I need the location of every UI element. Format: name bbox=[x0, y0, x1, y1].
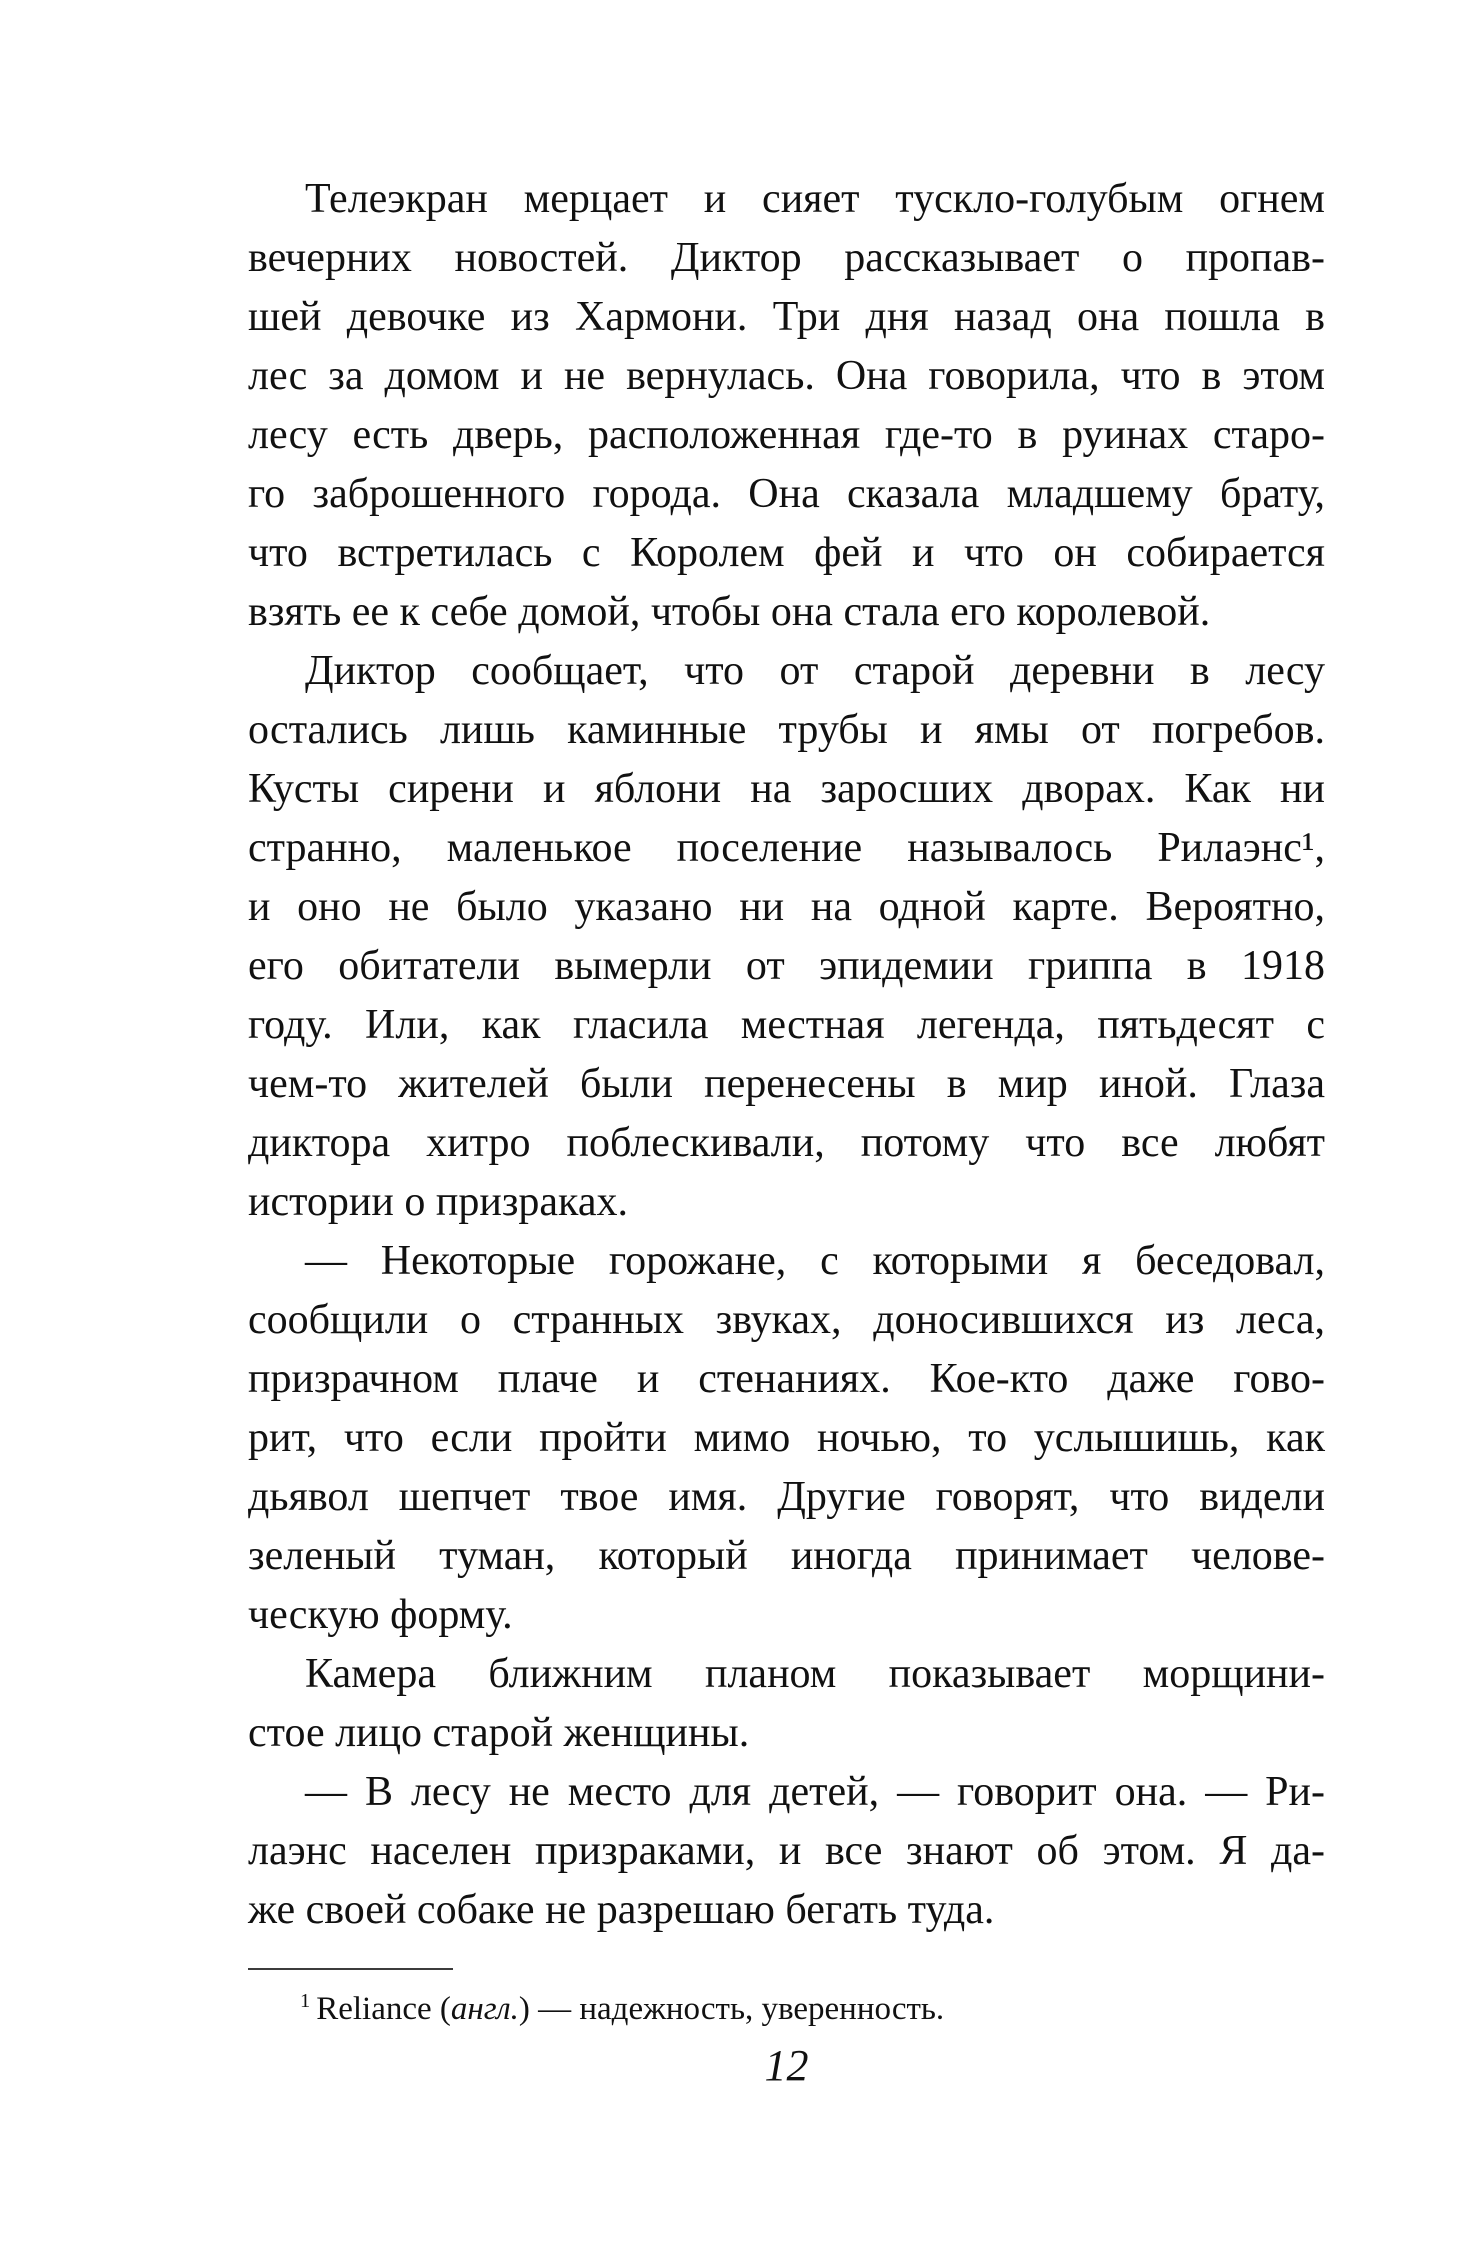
text-line: шей девочке из Хармони. Три дня назад она пошла в bbox=[248, 294, 1325, 340]
text-line: ческую форму. bbox=[248, 1592, 513, 1638]
text-line: странно, маленькое поселение называлось Рилаэнс¹, bbox=[248, 825, 1325, 871]
text-line: лесу есть дверь, расположенная где-то в руинах старо- bbox=[248, 412, 1325, 458]
text-line: остались лишь каминные трубы и ямы от погребов. bbox=[248, 707, 1325, 753]
text-line: что встретилась с Королем фей и что он собирается bbox=[248, 530, 1325, 576]
paragraph bbox=[248, 1232, 1325, 1645]
footnote-text-before: Reliance ( bbox=[316, 1991, 451, 2027]
text-line: и оно не было указано ни на одной карте. Вероятно, bbox=[248, 884, 1325, 930]
text-line: сообщили о странных звуках, доносившихся из леса, bbox=[248, 1297, 1325, 1343]
text-line: — Некоторые горожане, с которыми я беседовал, bbox=[305, 1238, 1325, 1284]
paragraph bbox=[248, 1763, 1325, 1940]
page-number: 12 bbox=[764, 2041, 809, 2090]
text-line: чем-то жителей были перенесены в мир иной. Глаза bbox=[248, 1061, 1325, 1107]
text-line: Телеэкран мерцает и сияет тускло-голубым огнем bbox=[305, 176, 1325, 222]
footnote-marker: 1 bbox=[300, 1990, 311, 2012]
paragraph bbox=[248, 1645, 1325, 1763]
text-line: его обитатели вымерли от эпидемии гриппа в 1918 bbox=[248, 943, 1325, 989]
page-text-block bbox=[248, 170, 1325, 1940]
text-line: диктора хитро поблескивали, потому что все любят bbox=[248, 1120, 1325, 1166]
text-line: взять ее к себе домой, чтобы она стала его королевой. bbox=[248, 589, 1211, 635]
text-line: Камера ближним планом показывает морщини- bbox=[305, 1651, 1325, 1697]
text-line: Диктор сообщает, что от старой деревни в лесу bbox=[305, 648, 1325, 694]
text-line: году. Или, как гласила местная легенда, пятьдесят с bbox=[248, 1002, 1325, 1048]
text-line: призрачном плаче и стенаниях. Кое-кто даже гово- bbox=[248, 1356, 1325, 1402]
text-line: Кусты сирени и яблони на заросших дворах. Как ни bbox=[248, 766, 1325, 812]
text-line: лес за домом и не вернулась. Она говорила, что в этом bbox=[248, 353, 1325, 399]
paragraph bbox=[248, 642, 1325, 1232]
text-line: истории о призраках. bbox=[248, 1179, 628, 1225]
paragraph bbox=[248, 170, 1325, 642]
text-line: — В лесу не место для детей, — говорит она. — Ри- bbox=[305, 1769, 1325, 1815]
footnote-text-after: ) — надежность, уверенность. bbox=[518, 1991, 945, 2027]
footnote bbox=[248, 1988, 1325, 2030]
footnote-language-label: англ. bbox=[450, 1991, 519, 2027]
text-line: стое лицо старой женщины. bbox=[248, 1710, 750, 1756]
text-line: лаэнс населен призраками, и все знают об этом. Я да- bbox=[248, 1828, 1325, 1874]
footnote-separator bbox=[248, 1968, 453, 1970]
text-line: рит, что если пройти мимо ночью, то услышишь, как bbox=[248, 1415, 1325, 1461]
text-line: зеленый туман, который иногда принимает челове- bbox=[248, 1533, 1325, 1579]
text-line: дьявол шепчет твое имя. Другие говорят, что видели bbox=[248, 1474, 1325, 1520]
text-line: вечерних новостей. Диктор рассказывает о пропав- bbox=[248, 235, 1325, 281]
text-line: же своей собаке не разрешаю бегать туда. bbox=[248, 1887, 995, 1933]
text-line: го заброшенного города. Она сказала младшему брату, bbox=[248, 471, 1325, 517]
